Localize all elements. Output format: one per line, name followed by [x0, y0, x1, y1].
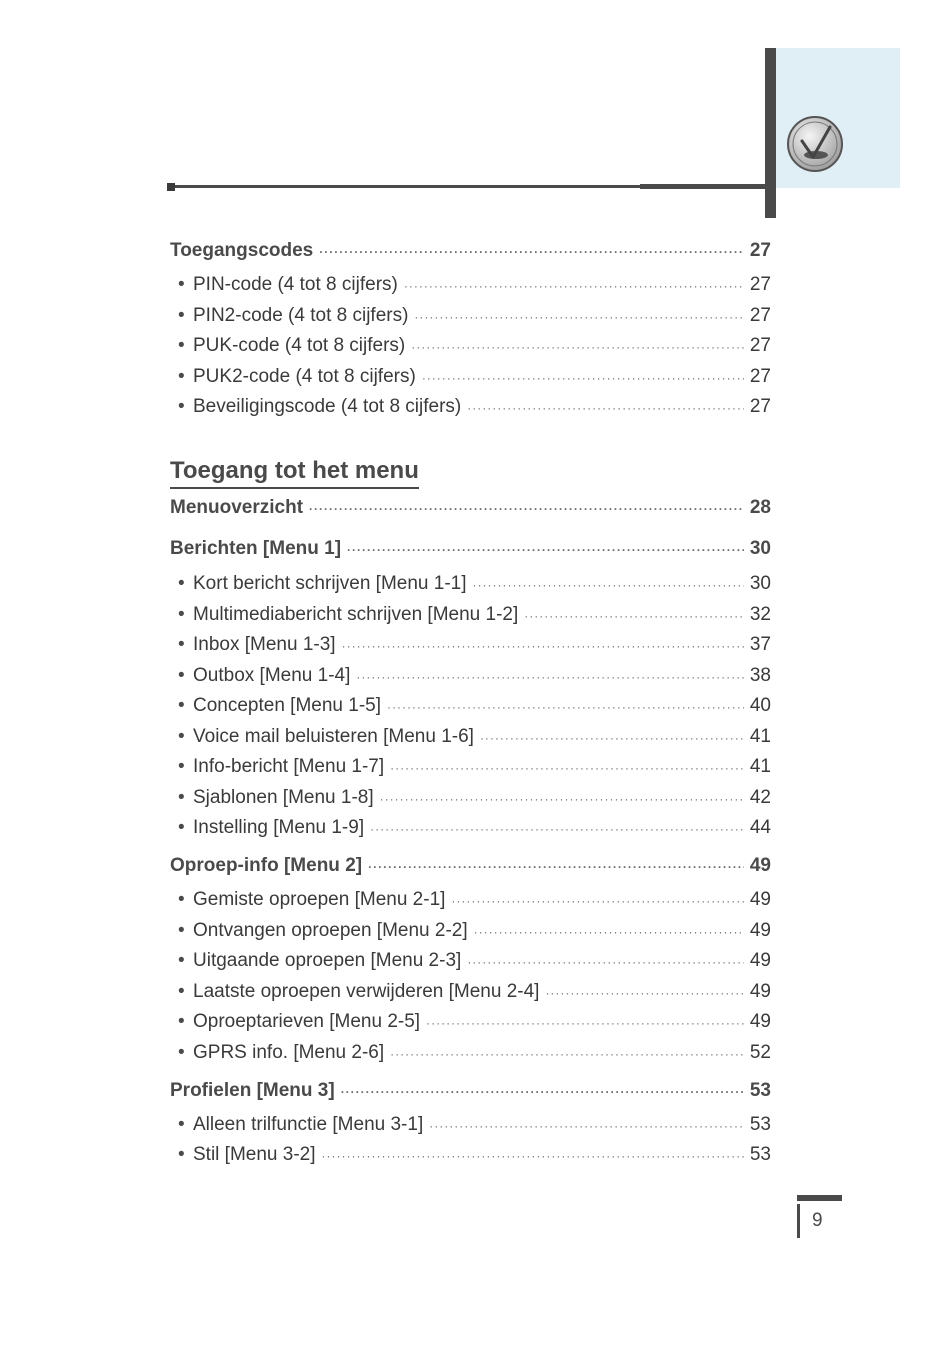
dot-leader [341, 1081, 744, 1103]
toc-heading-label: Oproep-info [Menu 2] [170, 855, 363, 876]
toc-item[interactable] [170, 396, 771, 419]
toc-item[interactable] [170, 920, 771, 943]
toc-item-label: • Gemiste oproepen [Menu 2-1] [178, 889, 445, 911]
toc-page-number: 38 [749, 664, 771, 686]
dot-leader [390, 757, 744, 779]
toc-item-label: • Kort bericht schrijven [Menu 1-1] [178, 573, 467, 595]
dot-leader [390, 1043, 744, 1065]
dot-leader [467, 397, 744, 419]
toc-item[interactable] [170, 950, 771, 973]
dot-leader [411, 336, 744, 358]
toc-item-label: • Stil [Menu 3-2] [178, 1144, 316, 1166]
toc-item-label: • Voice mail beluisteren [Menu 1-6] [178, 726, 474, 748]
page-number-bar [797, 1204, 800, 1238]
toc-item[interactable] [170, 1011, 771, 1034]
toc-page-number: 52 [749, 1041, 771, 1063]
toc-heading-berichten[interactable] [170, 538, 771, 561]
toc-item-label: • Oproeptarieven [Menu 2-5] [178, 1011, 420, 1033]
toc-page-number: 49 [749, 919, 771, 941]
toc-item[interactable] [170, 981, 771, 1004]
toc-item-label: • Multimediabericht schrijven [Menu 1-2] [178, 604, 518, 626]
toc-page-number: 41 [749, 756, 771, 777]
dot-leader [429, 1115, 744, 1137]
dot-leader [422, 367, 744, 389]
toc-item-label: • PUK2-code (4 tot 8 cijfers) [178, 366, 416, 388]
header-rule-thick [640, 184, 767, 189]
toc-item[interactable] [170, 274, 771, 297]
toc-page-number: 53 [749, 1113, 771, 1135]
page-number: 9 [812, 1210, 823, 1231]
toc-page-number: 49 [749, 855, 771, 876]
toc-page-number: 49 [749, 950, 771, 971]
toc-item-label: • Sjablonen [Menu 1-8] [178, 787, 374, 809]
dot-leader [467, 951, 744, 973]
toc-item[interactable] [170, 1042, 771, 1065]
toc-page-number: 27 [749, 365, 771, 387]
dot-leader [474, 921, 744, 943]
toc-heading-label: Profielen [Menu 3] [170, 1079, 335, 1101]
toc-page-number: 27 [749, 396, 771, 417]
toc-item[interactable] [170, 604, 771, 627]
toc-page-number: 27 [749, 335, 771, 356]
toc-item-label: • Alleen trilfunctie [Menu 3-1] [178, 1114, 423, 1136]
dot-leader [319, 241, 744, 263]
toc-page-number: 49 [749, 1011, 771, 1032]
toc-item[interactable] [170, 817, 771, 840]
dot-leader [380, 788, 744, 810]
dot-leader [451, 890, 743, 912]
toc-item[interactable] [170, 726, 771, 749]
toc-heading-label: Menuoverzicht [170, 497, 304, 518]
page-number-rule [797, 1195, 842, 1201]
toc-page-number: 53 [749, 1144, 771, 1165]
toc-page-number: 32 [749, 603, 771, 625]
toc-item[interactable] [170, 335, 771, 358]
toc-item-label: • GPRS info. [Menu 2-6] [178, 1042, 384, 1064]
dot-leader [426, 1012, 744, 1034]
toc-page-number: 27 [749, 240, 771, 261]
dot-leader [322, 1145, 744, 1167]
toc-page-number: 30 [749, 573, 771, 594]
toc-item-label: • PIN-code (4 tot 8 cijfers) [178, 274, 398, 296]
header-rule-end [167, 183, 175, 191]
toc-item[interactable] [170, 634, 771, 657]
toc-item-label: • Inbox [Menu 1-3] [178, 634, 336, 656]
dot-leader [387, 696, 744, 718]
toc-item[interactable] [170, 366, 771, 389]
toc-item-label: • Outbox [Menu 1-4] [178, 665, 350, 687]
toc-page-number: 44 [749, 817, 771, 838]
toc-page-number: 42 [749, 786, 771, 808]
toc-item[interactable] [170, 665, 771, 688]
section-title-wrapper [170, 457, 771, 489]
toc-page-number: 49 [749, 889, 771, 910]
toc-page-number: 40 [749, 695, 771, 716]
dot-leader [368, 856, 744, 878]
toc-heading-profielen[interactable] [170, 1080, 771, 1103]
table-of-contents [170, 240, 771, 1167]
dot-leader [404, 275, 744, 297]
dot-leader [356, 666, 743, 688]
toc-page-number: 53 [749, 1079, 771, 1101]
toc-page-number: 28 [749, 497, 771, 518]
dot-leader [309, 498, 744, 520]
toc-heading-toegangscodes[interactable] [170, 240, 771, 263]
toc-item[interactable] [170, 889, 771, 912]
toc-item-label: • PUK-code (4 tot 8 cijfers) [178, 335, 405, 357]
section-title: Toegang tot het menu [170, 457, 419, 489]
toc-item-label: • Info-bericht [Menu 1-7] [178, 756, 384, 778]
toc-heading-oproep-info[interactable] [170, 855, 771, 878]
toc-item-label: • Concepten [Menu 1-5] [178, 695, 381, 717]
dot-leader [342, 635, 744, 657]
toc-item[interactable] [170, 756, 771, 779]
dot-leader [473, 574, 744, 596]
toc-heading-label: Toegangscodes [170, 240, 314, 261]
dot-leader [370, 818, 744, 840]
dot-leader [414, 306, 743, 328]
header-vertical-bar [765, 48, 776, 218]
toc-page-number: 27 [749, 274, 771, 295]
toc-page-number: 27 [749, 304, 771, 326]
toc-item-label: • PIN2-code (4 tot 8 cijfers) [178, 305, 408, 327]
dot-leader [347, 539, 744, 561]
dot-leader [545, 982, 743, 1004]
toc-item-label: • Ontvangen oproepen [Menu 2-2] [178, 920, 468, 942]
toc-item-label: • Beveiligingscode (4 tot 8 cijfers) [178, 396, 461, 418]
toc-item[interactable] [170, 695, 771, 718]
toc-page-number: 37 [749, 634, 771, 655]
toc-item[interactable] [170, 1144, 771, 1167]
dot-leader [480, 727, 744, 749]
toc-item-label: • Laatste oproepen verwijderen [Menu 2-4] [178, 981, 539, 1003]
toc-item[interactable] [170, 1114, 771, 1137]
toc-item[interactable] [170, 787, 771, 810]
toc-item-label: • Instelling [Menu 1-9] [178, 817, 364, 839]
toc-heading-menuoverzicht[interactable] [170, 497, 771, 520]
toc-heading-label: Berichten [Menu 1] [170, 538, 342, 559]
checkmark-badge-icon [786, 115, 844, 173]
toc-page-number: 30 [749, 538, 771, 559]
toc-page-number: 41 [749, 725, 771, 747]
toc-item-label: • Uitgaande oproepen [Menu 2-3] [178, 950, 461, 972]
toc-item[interactable] [170, 305, 771, 328]
toc-page-number: 49 [749, 980, 771, 1002]
toc-item[interactable] [170, 573, 771, 596]
dot-leader [524, 605, 744, 627]
